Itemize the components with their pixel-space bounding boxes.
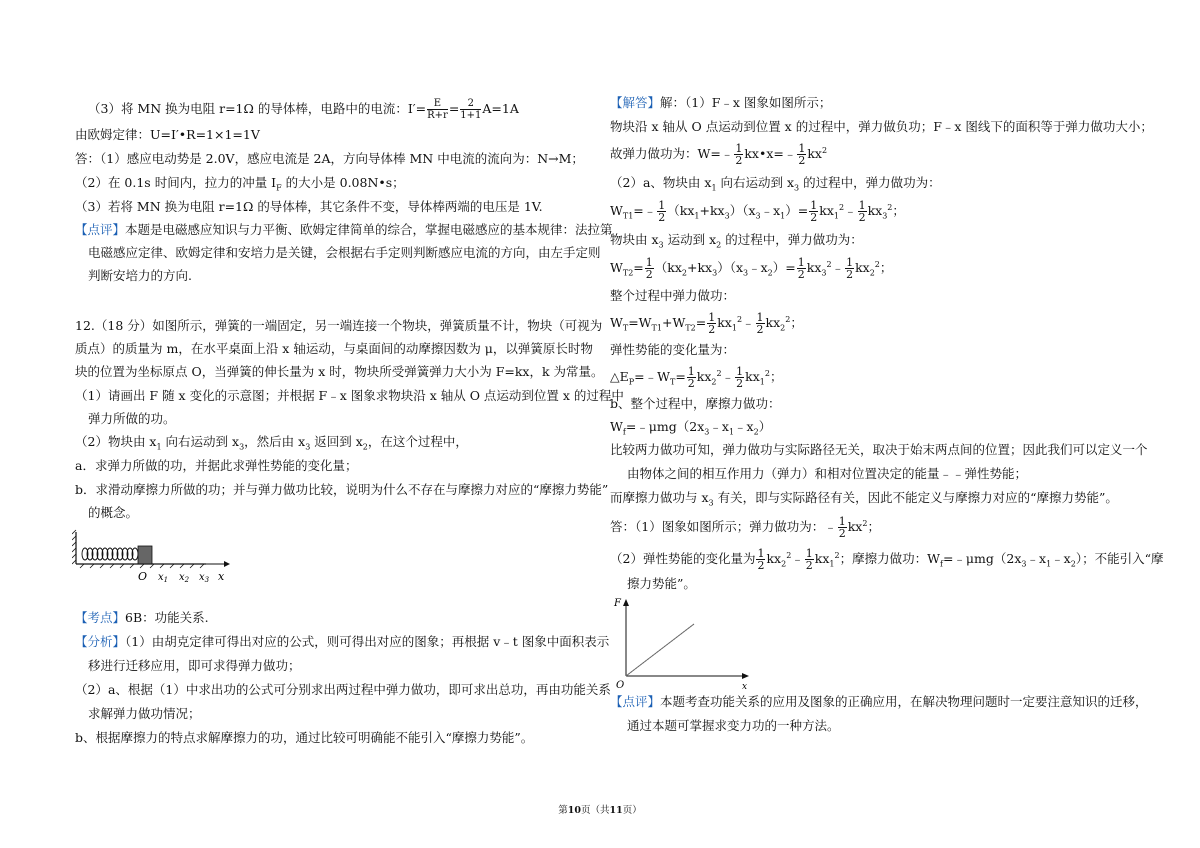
f-x-line-solid (626, 624, 694, 676)
fraction: $\frac{E}{R+r}$ (427, 98, 448, 121)
fenxi-line-3: （2）a、根据（1）中求出功的公式可分别求出两过程中弹力做功，即可求出总功，再由功能关系 (75, 682, 611, 697)
jieda-line-5: 物块由 $x_3$ 运动到 $x_2$ 的过程中，弹力做功为： (610, 232, 863, 250)
fraction: $\frac{1}{2}$ (736, 365, 744, 391)
fraction: $\frac{1}{2}$ (846, 256, 854, 282)
fraction: $\frac{1}{2}$ (735, 142, 743, 168)
x-axis-arrow (742, 673, 749, 679)
q12-line-1: 12.（18 分）如图所示，弹簧的一端固定，另一端连接一个物块，弹簧质量不计，物块（可视为 (75, 318, 603, 333)
x-axis-label: x (742, 682, 748, 690)
jieda-line-9: 比较两力做功可知，弹力做功与实际路径无关，取决于始末两点间的位置；因此我们可以定义一个 (610, 442, 1148, 457)
fenxi-line-1: 【分析】（1）由胡克定律可得出对应的公式，则可得出对应的图象；再根据 v﹣t 图象中面积表示 (75, 634, 610, 649)
answer-3-line: （3）若将 MN 换为电阻 r=1Ω 的导体棒，其它条件不变，导体棒两端的电压是 1V. (75, 199, 543, 214)
fraction: $\frac{1}{2}$ (797, 256, 805, 282)
jieda-line-10: 由物体之间的相互作用力（弹力）和相对位置决定的能量﹣﹣弹性势能； (627, 466, 1028, 481)
da-line-2: （2）弹性势能的变化量为 $\frac{1}{2}$ $kx_2^2﹣$ $\frac{1}{2}$ $kx_1^2$；摩擦力做功：$W_f=﹣\mu mg(2x_3﹣x_1﹣x_2)$；不能引入“摩 (610, 547, 1164, 573)
jieda-line-4: （2）a、物块由 $x_1$ 向右运动到 $x_3$ 的过程中，弹力做功为： (610, 175, 941, 193)
fenxi-line-2: 移进行迁移应用，即可求得弹力做功； (88, 658, 301, 673)
q12-line-9: 的概念。 (88, 505, 139, 520)
page-footer: 第10页（共11页） (558, 805, 642, 816)
jieda-line-7: 弹性势能的变化量为： (610, 342, 736, 357)
wt2-line: $W_{T2}=$ $\frac{1}{2}$ $(kx_2+kx_3)(x_3﹣x_2)=$ $\frac{1}{2}$ $kx_3^2﹣$ $\frac{1}{2}$ $kx_2^2$； (610, 256, 893, 282)
block (138, 546, 152, 564)
jieda-line-1: 【解答】解：（1）F﹣x 图象如图所示； (610, 95, 832, 110)
fraction: $\frac{1}{2}$ (756, 311, 764, 337)
jieda-line-2: 物块沿 x 轴从 O 点运动到位置 x 的过程中，弹力做负功；F﹣x 图线下的面积等于弹力做功大小； (610, 119, 1153, 134)
page-number: 10 (567, 805, 581, 816)
jieda-tag: 【解答】 (610, 95, 661, 110)
q12-line-6: （2）物块由 $x_1$ 向右运动到 $x_3$，然后由 $x_3$ 返回到 $x_2$，在这个过程中， (75, 434, 468, 452)
wf-line: $W_f=﹣\mu mg(2x_3﹣x_1﹣x_2)$ (610, 419, 772, 437)
fraction: $\frac{1}{2}$ (708, 311, 716, 337)
review-line-1: 【点评】本题是电磁感应知识与力平衡、欧姆定律简单的综合，掌握电磁感应的基本规律：法拉第 (75, 222, 613, 237)
fraction: $\frac{1}{2}$ (798, 142, 806, 168)
x2-label: $x_2$ (179, 572, 190, 584)
fraction: $\frac{1}{2}$ (858, 199, 866, 225)
jieda-line-11: 而摩擦力做功与 $x_3$ 有关，即与实际路径有关，因此不能定义与摩擦力对应的“摩擦力势能”。 (610, 490, 1118, 508)
review-line-2: 电磁感应定律、欧姆定律和安培力是关键，会根据右手定则判断感应电流的方向，由左手定则 (88, 245, 601, 260)
spring-diagram (72, 528, 242, 588)
wt-total-line: $W_T=W_{T1}+W_{T2}=$ $\frac{1}{2}$ $kx_1^2﹣$ $\frac{1}{2}$ $kx_2^2$； (610, 311, 803, 337)
da-line-1: 答：（1）图象如图所示；弹力做功为：﹣ $\frac{1}{2}$ $kx^2$； (610, 515, 880, 541)
fraction: $\frac{2}{1+1}$ (460, 98, 482, 121)
fraction: $\frac{1}{2}$ (757, 547, 765, 573)
ep-line: $\triangle E_P=﹣W_T=$ $\frac{1}{2}$ $kx_2^2﹣$ $\frac{1}{2}$ $kx_1^2$； (610, 365, 783, 391)
fraction: $\frac{1}{2}$ (805, 547, 813, 573)
jieda-line-8: b、整个过程中，摩擦力做功： (610, 396, 781, 411)
origin-label: O (138, 570, 148, 583)
f-x-graph (604, 594, 754, 690)
dianping-line-2: 通过本题可掌握求变力功的一种方法。 (627, 718, 840, 733)
x1-label: $x_1$ (158, 572, 169, 584)
fenxi-tag: 【分析】 (75, 634, 126, 649)
f-axis-label: F (614, 598, 621, 609)
page-total: 11 (609, 805, 623, 816)
wt1-line: $W_{T1}=﹣$ $\frac{1}{2}$ $(kx_1+kx_3)(x_3﹣x_1)=$ $\frac{1}{2}$ $kx_1^2﹣$ $\frac{1}{2}$ $kx_3^2$； (610, 199, 905, 225)
f-axis-arrow (623, 599, 629, 606)
q12-line-2: 质点）的质量为 m，在水平桌面上沿 x 轴运动，与桌面间的动摩擦因数为 μ，以弹簧原长时物 (75, 341, 593, 356)
x-axis-arrow (224, 561, 230, 567)
review-tag: 【点评】 (75, 222, 126, 237)
kaodian-tag: 【考点】 (75, 610, 126, 625)
q12-line-5: 弹力所做的功。 (88, 411, 176, 426)
fraction: $\frac{1}{2}$ (838, 515, 846, 541)
x-label: x (218, 570, 225, 583)
q12-line-7: a．求弹力所做的功，并据此求弹性势能的变化量； (75, 458, 358, 473)
origin-label: O (616, 680, 625, 690)
fenxi-line-5: b、根据摩擦力的特点求解摩擦力的功，通过比较可明确能不能引入“摩擦力势能”。 (75, 730, 534, 745)
q12-line-8: b．求滑动摩擦力所做的功；并与弹力做功比较，说明为什么不存在与摩擦力对应的“摩擦力势能” (75, 482, 609, 497)
x3-label: $x_3$ (199, 572, 210, 584)
fraction: $\frac{1}{2}$ (810, 199, 818, 225)
spring-coil (82, 548, 138, 560)
fraction: $\frac{1}{2}$ (645, 256, 653, 282)
ohm-law-line: 由欧姆定律：U=I′•R=1×1=1V (75, 127, 260, 142)
da-line-3: 擦力势能”。 (627, 576, 696, 591)
review-line-3: 判断安培力的方向. (88, 268, 192, 283)
dianping-tag: 【点评】 (610, 694, 661, 709)
q12-line-3: 块的位置为坐标原点 O，当弹簧的伸长量为 x 时，物块所受弹簧弹力大小为 F=kx，k 为常量。 (75, 364, 604, 379)
fraction: $\frac{1}{2}$ (658, 199, 666, 225)
answer-2-line: （2）在 0.1s 时间内，拉力的冲量 $I_F$ 的大小是 0.08N•s； (75, 175, 405, 193)
q12-line-4: （1）请画出 F 随 x 变化的示意图；并根据 F﹣x 图象求物块沿 x 轴从 O 点运动到位置 x 的过程中 (75, 388, 624, 403)
kaodian-line: 【考点】6B：功能关系. (75, 610, 209, 625)
dianping-line-1: 【点评】本题考查功能关系的应用及图象的正确应用，在解决物理问题时一定要注意知识的迁移， (610, 694, 1148, 709)
fenxi-line-4: 求解弹力做功情况； (88, 706, 201, 721)
jieda-line-3: 故弹力做功为：W=﹣ $\frac{1}{2}$ kx•x=﹣ $\frac{1}{2}$ $kx^2$ (610, 142, 828, 168)
fraction: $\frac{1}{2}$ (687, 365, 695, 391)
answer-1-line: 答：（1）感应电动势是 2.0V，感应电流是 2A，方向导体棒 MN 中电流的流向为：N→M； (75, 151, 584, 166)
q3-current-line: （3）将 MN 换为电阻 r=1Ω 的导体棒，电路中的电流：I′= $\frac{E}{R+r}$ = $\frac{2}{1+1}$ A=1A (88, 98, 519, 121)
jieda-line-6: 整个过程中弹力做功： (610, 288, 736, 303)
